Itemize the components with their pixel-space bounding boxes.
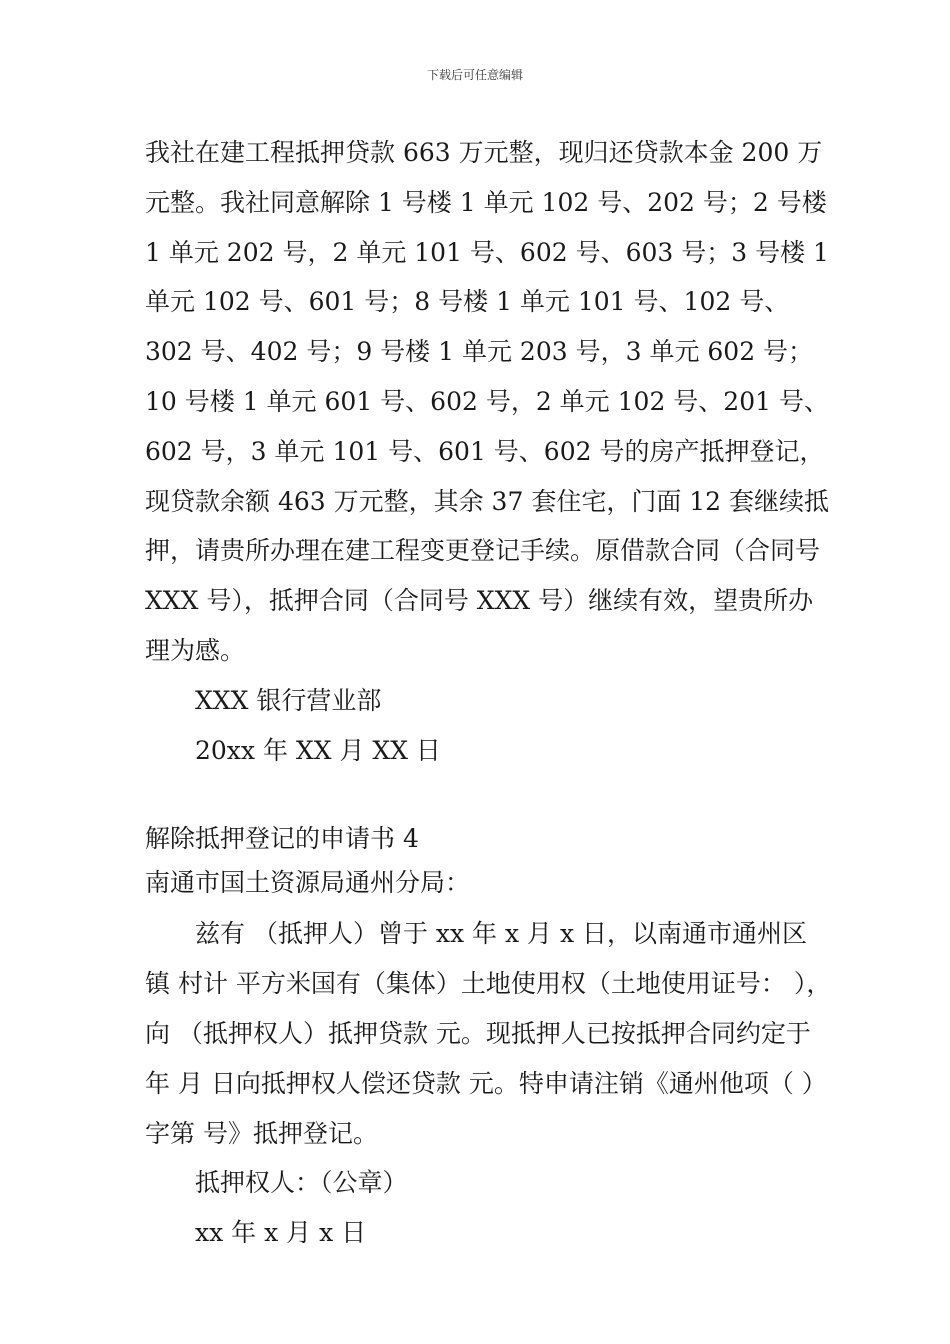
application-title: 解除抵押登记的申请书 4 [145,824,419,854]
document-page [145,128,835,1258]
letter-date: 20xx 年 XX 月 XX 日 [195,735,441,765]
section-gap [145,775,835,817]
letter-signer: XXX 银行营业部 [195,685,382,715]
application-date: xx 年 x 月 x 日 [195,1218,367,1248]
application-addressee: 南通市国土资源局通州分局： [145,868,471,898]
application-signer: 抵押权人：（公章） [195,1168,408,1198]
page-header-note: 下载后可任意编辑 [426,68,523,82]
letter-body: 我社在建工程抵押贷款 663 万元整，现归还贷款本金 200 万元整。我社同意解除 1 号楼 1 单元 102 号、202 号；2 号楼 1 单元 202 号，2 单元 101 号、602 号、603 号；3 号楼 1 单元 102 号、601 号；8 号楼 1 单元 101 号、102 号、302 号、402 号；9 号楼 1 单元 203 号，3 单元 602 号；10 号楼 1 单元 601 号、602 号，2 单元 102 号、201 号、602 号，3 单元 101 号、601 号、602 号的房产抵押登记，现贷款余额 463 万元整，其余 37 套住宅，门面 12 套继续抵押，请贵所办理在建工程变更登记手续。原借款合同（合同号 XXX 号），抵押合同（合同号 XXX 号）继续有效，望贵所办理为感。 [145,138,830,665]
application-body: 兹有 （抵押人）曾于 xx 年 x 月 x 日，以南通市通州区 镇 村计 平方米国有（集体）土地使用权（土地使用证号： ），向 （抵押权人）抵押贷款 元。现抵押人已按抵押合同约定于 年 月 日向抵押权人偿还贷款 元。特申请注销《通州他项（ ）字第 号》抵押登记。 [145,919,832,1148]
